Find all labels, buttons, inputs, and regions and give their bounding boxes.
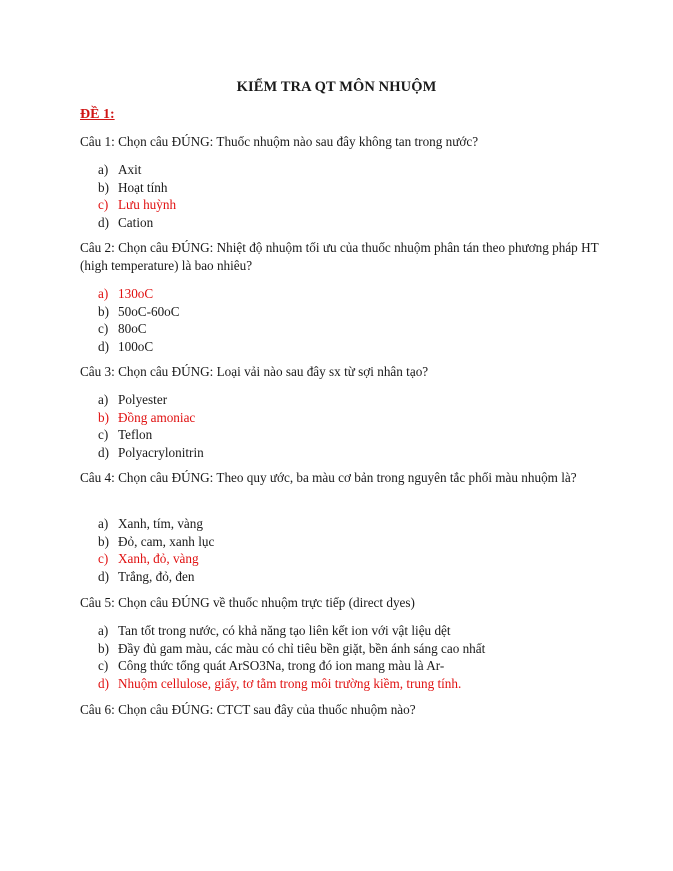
- option-5d: [98, 675, 485, 693]
- option-1b: [98, 179, 176, 197]
- option-4d: [98, 568, 214, 586]
- option-letter: b): [98, 409, 109, 425]
- option-1c: [98, 196, 176, 214]
- option-5c: [98, 657, 485, 675]
- option-text: Xanh, đỏ, vàng: [118, 551, 199, 567]
- question-6: Câu 6: Chọn câu ĐÚNG: CTCT sau đây của thuốc nhuộm nào?: [80, 702, 416, 717]
- option-text: Nhuộm cellulose, giấy, tơ tằm trong môi trường kiềm, trung tính.: [118, 676, 462, 692]
- option-letter: a): [98, 392, 109, 407]
- option-letter: c): [98, 551, 109, 567]
- option-text: Cation: [118, 215, 154, 231]
- option-letter: a): [98, 162, 109, 177]
- question-5: Câu 5: Chọn câu ĐÚNG về thuốc nhuộm trực tiếp (direct dyes): [80, 595, 415, 610]
- option-4a: [98, 515, 214, 533]
- question-2-options: [98, 285, 180, 356]
- option-5b: [98, 640, 485, 658]
- option-text: Polyacrylonitrin: [118, 445, 204, 461]
- option-letter: c): [98, 321, 109, 337]
- option-letter: b): [98, 179, 109, 195]
- option-2d: [98, 338, 180, 356]
- option-3a: [98, 391, 204, 409]
- option-text: Xanh, tím, vàng: [118, 516, 203, 531]
- option-text: 80oC: [118, 321, 147, 337]
- option-text: Công thức tổng quát ArSO3Na, trong đó ion mang màu là Ar-: [118, 658, 445, 674]
- option-letter: d): [98, 445, 109, 461]
- option-5a: [98, 622, 485, 640]
- question-4-options: [98, 515, 214, 586]
- option-2b: [98, 303, 180, 321]
- option-letter: d): [98, 676, 109, 692]
- option-letter: d): [98, 339, 109, 355]
- option-letter: c): [98, 658, 109, 674]
- question-4: Câu 4: Chọn câu ĐÚNG: Theo quy ước, ba màu cơ bản trong nguyên tắc phối màu nhuộm là?: [80, 470, 577, 485]
- option-letter: c): [98, 427, 109, 443]
- option-letter: b): [98, 303, 109, 319]
- question-3-options: [98, 391, 204, 462]
- question-1: Câu 1: Chọn câu ĐÚNG: Thuốc nhuộm nào sau đây không tan trong nước?: [80, 134, 479, 149]
- section-heading: ĐỀ 1:: [80, 107, 115, 122]
- option-3d: [98, 444, 204, 462]
- option-1a: [98, 161, 176, 179]
- option-4c: [98, 550, 214, 568]
- option-text: Trắng, đỏ, đen: [118, 569, 195, 585]
- option-text: Tan tốt trong nước, có khả năng tạo liên kết ion với vật liệu dệt: [118, 623, 451, 638]
- option-text: Polyester: [118, 392, 168, 407]
- question-2: Câu 2: Chọn câu ĐÚNG: Nhiệt độ nhuộm tối ưu của thuốc nhuộm phân tán theo phương pháp HT (high temperature) là bao nhiêu?: [80, 240, 599, 273]
- question-1-options: [98, 161, 176, 232]
- option-letter: a): [98, 286, 109, 301]
- option-3c: [98, 426, 204, 444]
- option-text: Lưu huỳnh: [118, 197, 177, 213]
- option-text: Đỏ, cam, xanh lục: [118, 533, 215, 549]
- option-letter: c): [98, 197, 109, 213]
- option-text: 100oC: [118, 339, 154, 355]
- question-5-options: [98, 622, 485, 693]
- option-text: 50oC-60oC: [118, 303, 180, 319]
- option-text: Đồng amoniac: [118, 409, 196, 425]
- option-text: Hoạt tính: [118, 179, 168, 195]
- option-2a: [98, 285, 180, 303]
- option-text: Đầy đủ gam màu, các màu có chỉ tiêu bền giặt, bền ánh sáng cao nhất: [118, 640, 486, 656]
- option-letter: a): [98, 623, 109, 638]
- option-text: Axit: [118, 162, 142, 177]
- option-2c: [98, 320, 180, 338]
- option-3b: [98, 409, 204, 427]
- option-text: 130oC: [118, 286, 154, 301]
- option-1d: [98, 214, 176, 232]
- option-letter: b): [98, 533, 109, 549]
- page-title: KIỂM TRA QT MÔN NHUỘM: [236, 79, 437, 95]
- question-3: Câu 3: Chọn câu ĐÚNG: Loại vải nào sau đây sx từ sợi nhân tạo?: [80, 364, 429, 379]
- option-letter: b): [98, 640, 109, 656]
- option-letter: a): [98, 516, 109, 531]
- option-letter: d): [98, 215, 109, 231]
- option-4b: [98, 533, 214, 551]
- option-letter: d): [98, 569, 109, 585]
- option-text: Teflon: [118, 427, 153, 443]
